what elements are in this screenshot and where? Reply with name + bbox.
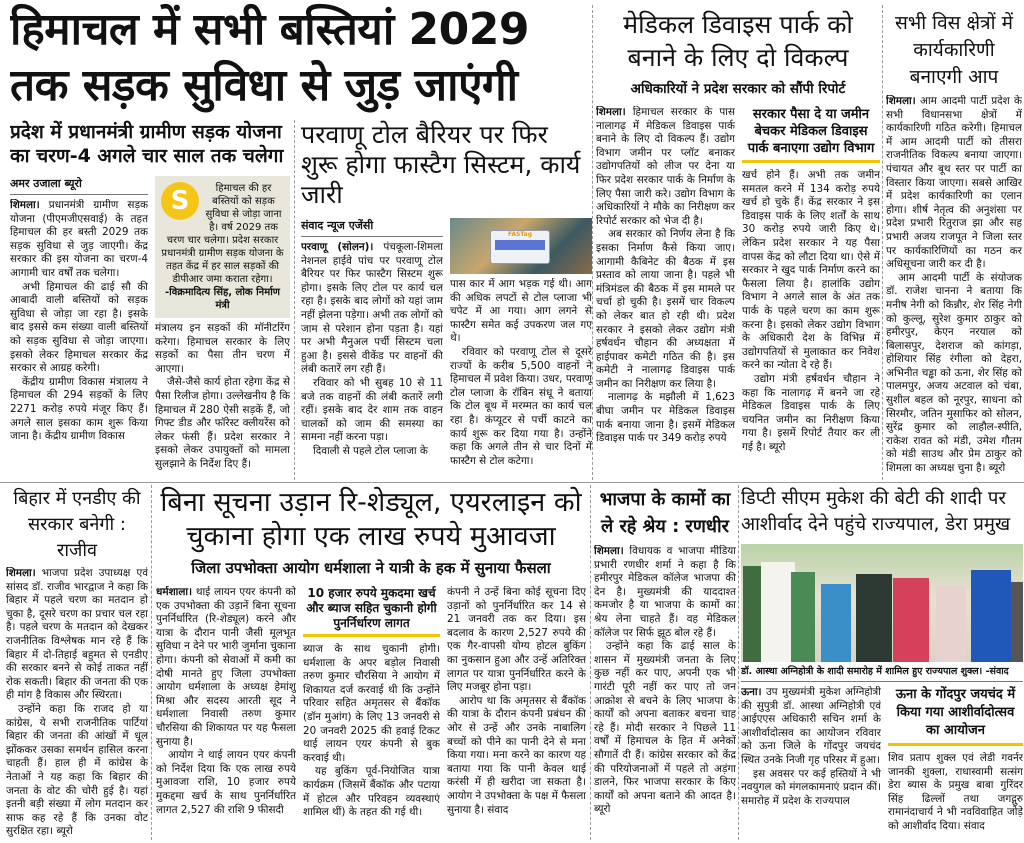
paragraph: नालागढ़ के मझौली में 1,623 बीघा जमीन पर मेडिकल डिवाइस पार्क बनाया जाना है। इसमें मेडिकल डिवाइस पार्क पर 349 करोड़ रुपये [596, 391, 735, 445]
medical-boxhead: सरकार पैसा दे या जमीन बेचकर मेडिकल डिवाइस पार्क बनाएगा उद्योग विभाग [742, 106, 880, 163]
paragraph: मंत्रालय इन सड़कों की मॉनीटरिंग करेगा। हिमाचल सरकार के लिए सड़कों का पैसा तीन चरण में आएगा। [155, 322, 290, 375]
dateline: धर्मशाला। [156, 586, 193, 598]
wedding-columns [741, 686, 1023, 842]
wedding-headline: डिप्टी सीएम मुकेश की बेटी की शादी पर आशीर्वाद देने पहुंचे राज्यपाल, डेरा प्रमुख [741, 488, 1011, 535]
dateline: शिमला। [594, 545, 624, 557]
paragraph: यह बुकिंग पूर्व-नियोजित यात्रा कार्यक्रम (जिसमें बैंकॉक और पटाया में होटल और परिवहन व्यवस्थाएं शामिल थीं) के तहत की गई थी। [303, 765, 440, 819]
medical-column-2-wrap [742, 106, 880, 480]
toll-story [294, 120, 592, 480]
paragraph: अब सरकार को निर्णय लेना है कि इसका निर्माण कैसे किया जाए। आगामी कैबिनेट की बैठक में इस प्रस्ताव को लाया जाना है। पहले भी मंत्रिमंडल की बैठक में इस मामले पर चर्चा हो चुकी है। इसमें चार विकल्प को लेकर बात हो रही थी। प्रदेश सरकार ने इसको लेकर उद्योग मंत्री हर्षवर्धन चौहान की अध्यक्षता में हाईपावर कमेटी गठित की है। इस कमेटी ने नालागढ़ डिवाइस पार्क जमीन का निरीक्षण कर लिया है। [596, 228, 735, 390]
paragraph: उद्योग मंत्री हर्षवर्धन चौहान ने कहा कि नालागढ़ में बनने जा रहे मेडिकल डिवाइस पार्क के लिए चयनित जमीन का निरीक्षण किया गया है। इसमें रिपोर्ट तैयार कर ली गई है। ब्यूरो [742, 372, 880, 453]
paragraph: शिव प्रताप शुक्ल एवं लेडी गवर्नर जानकी शुक्ला, राधास्वामी सत्संग डेरा ब्यास के प्रमुख बाबा गुरिंदर सिंह ढिल्लों तथा जगद्गुरु रामानंदाचार्य ने भी नवविवाहित जोड़े को आशीर्वाद दिया। संवाद [888, 752, 1023, 832]
quote-author: -विक्रमादित्य सिंह, लोक निर्माण मंत्री [164, 287, 281, 311]
speaker-icon: S [161, 182, 199, 220]
fastag-card [490, 230, 550, 264]
lead-byline: अमर उजाला ब्यूरो [10, 176, 148, 195]
paragraph: थाई लायन एयर कंपनी को एक उपभोक्ता की उड़ानें बिना सूचना पुनर्निर्धारित (रि-शेड्यूल) करने और यात्रा के दौरान पानी जैसी मूलभूत सुविधा न देने पर भारी जुर्माना चुकाना होगा। कंपनी को सेवाओं में कमी का दोषी मानते हुए जिला उपभोक्ता आयोग धर्मशाला के अध्यक्ष हेमांशु मिश्रा और सदस्य आरती सूद ने धर्मशाला निवासी तरुण कुमार चौरसिया की शिकायत पर यह फैसला सुनाया है। [156, 586, 296, 748]
lead-subheadline: प्रदेश में प्रधानमंत्री ग्रामीण सड़क योजना का चरण-4 अगले चार साल तक चलेगा [10, 121, 284, 167]
medical-columns [596, 106, 880, 480]
paragraph: खर्च होने हैं। अभी तक जमीन समतल करने में 134 करोड़ रुपये खर्च हो चुके हैं। केंद्र सरकार ने इस डिवाइस पार्क के लिए शर्तों के साथ 30 करोड़ रुपये जारी किए थे। लेकिन प्रदेश सरकार ने यह पैसा वापस केंद्र को लौटा दिया था। ऐसे में सरकार ने खुद पार्क निर्माण करने का फैसला लिया है। हालांकि उद्योग विभाग ने अगले साल के अंत तक पार्क के पहले चरण का काम शुरू करना है। इसको लेकर उद्योग विभाग के अधिकारी देश के विभिन्न में उद्योगपतियों से मुलाकात कर निवेश करने का न्योता दे रहे हैं। [742, 169, 880, 372]
toll-byline: संवाद न्यूज एजेंसी [301, 218, 443, 237]
quote-box [155, 176, 290, 318]
toll-column-2-wrap [450, 218, 592, 480]
bihar-headline: बिहार में एनडीए की सरकार बनेगी : राजीव [13, 488, 141, 561]
photo-caption: डॉ. आस्था अग्निहोत्री के शादी समारोह में शामिल हुए राज्यपाल शुक्ल। -संवाद [741, 665, 1023, 682]
aap-body [886, 95, 1022, 480]
paragraph: दिवाली से पहले टोल प्लाजा के [313, 444, 428, 457]
medical-column-1 [596, 106, 735, 480]
wedding-column-2-wrap [888, 686, 1023, 842]
airline-subheadline: जिला उपभोक्ता आयोग धर्मशाला ने यात्री के हक में सुनाया फैसला [191, 559, 551, 577]
fastag-label: FASTag [507, 231, 533, 238]
paragraph: रविवार को परवाणू टोल से दूसरे राज्यों के करीब 5,500 वाहनों ने हिमाचल में प्रवेश किया। उधर, परवाणू टोल प्लाजा के रॉबिन संधू ने बताया कि टोल बूथ में मरम्मत का कार्य चल रहा है। कंप्यूटर से पर्ची काटने का कार्य शुरू कर दिया गया है। उन्होंने कहा कि अगले तीन से चार दिनों में फास्टैग से टोल कटेगा। [450, 345, 592, 467]
paragraph: विधायक व भाजपा मीडिया प्रभारी रणधीर शर्मा ने कहा है कि हमीरपुर मेडिकल कॉलेज भाजपा की देन है। मुख्यमंत्री की याददाश्त कमजोर है या भाजपा के कामों का श्रेय लेना चाहते हैं। वह मेडिकल कॉलेज पर सिर्फ झूठ बोल रहे हैं। [594, 545, 736, 639]
paragraph: आयोग ने थाई लायन एयर कंपनी को निर्देश दिया कि एक लाख रुपये मुआवजा राशि, 10 हजार रुपये मुकद्दमा खर्च के साथ पुनर्निर्धारित लागत 2,527 की राशि 9 फीसदी [156, 749, 296, 816]
paragraph: आम आदमी पार्टी के संयोजक डॉ. राजेश चानना ने बताया कि मनीष नेगी को किन्नौर, शेर सिंह नेगी को कुल्लू, सुरेश कुमार ठाकुर को हमीरपुर, केएन नरयाल को बिलासपुर, देशराज को कांगड़ा, होशियार सिंह रंगीला को देहरा, अभिनीत चड्ढा को ऊना, शेर सिंह को पालमपुर, अजय अटवाल को चंबा, सुशील बहल को नूरपुर, साधना को सिरमौर, जतिन मुसाफिर को सोलन, सुरेंद्र कुमार को लाहौल-स्पीति, राकेश रावत को मंडी, उमेश गौतम को मंडी साउथ और प्रेम ठाकुर को शिमला का अध्यक्ष चुना है। ब्यूरो [886, 271, 1022, 475]
airline-boxhead: 10 हजार रुपये मुकदमा खर्च और ब्याज सहित चुकानी होगी पुनर्निर्धारण लागत [303, 586, 440, 637]
bjp-body [594, 545, 736, 842]
paragraph: कंपनी ने उन्हें बिना कोई सूचना दिए उड़ानों को पुनर्निर्धारित कर 14 से 21 जनवरी तक कर दिया। इस बदलाव के कारण 2,527 रुपये की एक गैर-वापसी योग्य होटल बुकिंग का नुकसान हुआ और उन्हें अतिरिक्त लागत पर यात्रा पुनर्निर्धारित करने के लिए मजबूर होना पड़ा। [447, 586, 586, 694]
lead-headline: हिमाचल में सभी बस्तियां 2029 तक सड़क सुविधा से जुड़ जाएंगी [10, 4, 529, 111]
paragraph: भाजपा प्रदेश उपाध्यक्ष एवं सांसद डॉ. राजीव भारद्वाज ने कहा कि बिहार में पहले चरण का मतदान हो चुका है, दूसरे चरण का प्रचार चल रहा है। पहले चरण के मतदान को देखकर राजनीतिक विश्लेषक मान रहे हैं कि बिहार में दो-तिहाई बहुमत से एनडीए की सरकार बनने से कोई ताकत नहीं रोक सकती। बिहार की जनता की एक ही मांग है विकास और स्थिरता। [6, 567, 148, 702]
dateline: शिमला। [886, 95, 916, 107]
divider [151, 485, 152, 840]
toll-columns [301, 218, 592, 480]
top-left-row [10, 120, 592, 480]
dateline: ऊना। [741, 686, 762, 698]
airline-column-3 [447, 586, 586, 842]
bihar-story [6, 486, 148, 842]
top-left-section [10, 2, 592, 480]
wedding-column-2 [888, 752, 1023, 842]
paragraph: प्रधानमंत्री ग्रामीण सड़क योजना (पीएमजीएसवाई) के तहत हिमाचल की हर बस्ती 2029 तक सड़क सुविधा से जुड़ जाएगी। केंद्र सरकार की इस योजना का चरण-4 आगामी चार वर्षों तक चलेगा। [10, 199, 148, 279]
paragraph: पंचकूला-शिमला नेशनल हाईवे पांच पर परवाणू टोल बैरियर पर फिर फास्टैग सिस्टम शुरू होगा। इसके लिए टोल पर कार्य चल रहा है। इसके बाद लोगों को यहां जाम नहीं झेलना पड़ेगा। अभी तक लोगों को जाम से परेशान होना पड़ता है। यहां पर अभी मैनुअल पर्ची सिस्टम चला हुआ है। इससे वीकेंड पर वाहनों की लंबी कतारें लग रही हैं। [301, 241, 443, 376]
toll-headline: परवाणू टोल बैरियर पर फिर शुरू होगा फास्टैग सिस्टम, कार्य जारी [301, 120, 581, 209]
paragraph: आम आदमी पार्टी प्रदेश के सभी विधानसभा क्षेत्रों में कार्यकारिणी गठित करेगी। हिमाचल में आम आदमी पार्टी को तीसरा राजनीतिक विकल्प बनाया जाएगा। पंचायत और बूथ स्तर पर पार्टी का विस्तार किया जाएगा। सबसे आखिर में प्रदेश कार्यकारिणी का एलान होगा। शीर्ष नेतृत्व की अनुशंसा पर प्रदेश प्रभारी रितुराज झा और सह प्रभारी अजय राजपूत ने जिला स्तर पर कार्यकारिणियों का गठन कर अधिसूचना जारी कर दी है। [886, 95, 1022, 271]
airline-column-2 [303, 643, 440, 842]
wedding-story [741, 486, 1023, 842]
wedding-column-1 [741, 686, 881, 842]
medical-story [596, 8, 880, 480]
divider [592, 5, 593, 480]
dateline: शिमला। [6, 567, 36, 579]
paragraph: जैसे-जैसे कार्य होता रहेगा केंद्र से पैसा रिलीज होगा। उल्लेखनीय है कि हिमाचल में 280 ऐसी सड़कें हैं, जो गिफ्ट डीड और फॉरेस्ट क्लीयरेंस को लेकर फंसी हैं। प्रदेश सरकार ने इसको लेकर उपायुक्तों को मामला सुलझाने के निर्देश दिए हैं। [155, 376, 290, 470]
dateline: परवाणू (सोलन)। [301, 241, 374, 253]
paragraph: ब्याज के साथ चुकानी होगी। धर्मशाला के अपर बड़ोल निवासी तरुण कुमार चौरसिया ने आयोग में शिकायत दर्ज करवाई थी कि उन्होंने परिवार सहित अमृतसर से बैंकॉक (डॉन मुआंग) के लिए 13 जनवरी से 20 जनवरी 2025 की हवाई टिकट थाई लायन एयर कंपनी से बुक करवाई थी। [303, 643, 440, 764]
paragraph: उप मुख्यमंत्री मुकेश अग्निहोत्री की सुपुत्री डॉ. आस्था अग्निहोत्री एवं आईएएस अधिकारी सचिन शर्मा के आशीर्वादोत्सव का आयोजन रविवार को ऊना जिले के गोंदपुर जयचंद स्थित उनके निजी गृह परिसर में हुआ। [741, 686, 881, 766]
lead-story [10, 120, 294, 480]
medical-subheadline: अधिकारियों ने प्रदेश सरकार को सौंपी रिपोर्ट [630, 81, 846, 97]
paragraph: पास कार में आग भड़क गई थी। आग की अधिक लपटों से टोल प्लाजा भी चपेट में आ गया। आग लगने से फास्टैग समेत कई उपकरण जल गए थे। [450, 278, 592, 345]
wedding-boxhead: ऊना के गोंदपुर जयचंद में किया गया आशीर्वादोत्सव का आयोजन [888, 686, 1023, 746]
paragraph: इस अवसर पर कई हस्तियों ने भी नवयुगल को मंगलकामनाएं प्रदान कीं। समारोह में प्रदेश के राज्यपाल [741, 767, 881, 807]
airline-story [156, 486, 586, 842]
bjp-headline: भाजपा के कामों का ले रहे श्रेय : रणधीर [599, 489, 731, 537]
quote-text: हिमाचल की हर बस्तियों को सड़क सुविधा से जोड़ा जाना है। वर्ष 2029 तक चरण चार चलेगा। प्रदेश सरकार प्रधानमंत्री ग्रामीण सड़क योजना के तहत केंद्र में हर साल सड़कों की डीपीआर जमा कराता रहेगा। [161, 183, 284, 285]
paragraph: केंद्रीय ग्रामीण विकास मंत्रालय ने हिमाचल की 294 सड़कों के लिए 2271 करोड़ रुपये मंजूर किए हैं। अगले साल इसका काम शुरू किया जाना है। केंद्रीय ग्रामीण विकास [10, 375, 148, 443]
wedding-photo [741, 544, 1023, 662]
aap-story [886, 10, 1022, 480]
medical-column-2 [742, 169, 880, 480]
paragraph: आरोप था कि अमृतसर से बैंकॉक की यात्रा के दौरान कंपनी प्रबंधन की ओर से उन्हें और उनके नाबालिग बच्चों को पीने का पानी देने से मना किया गया। मना करने का कारण यह बताया गया कि पानी केवल थाई करंसी में ही खरीदा जा सकता है। आयोग ने उपभोक्ता के पक्ष में फैसला सुनाया है। संवाद [447, 694, 586, 816]
paragraph: उन्होंने कहा कि ढाई साल के शासन में मुख्यमंत्री जनता के लिए कुछ नहीं कर पाए, अपनी एक भी गारंटी पूरी नहीं कर पाए तो जन आक्रोश से बचने के लिए भाजपा के कार्यों को अपना बताकर बचना चाह रहे हैं। मोदी सरकार ने पिछले 11 वर्षों में हिमाचल के हित में अनेकों सौगातें दी हैं। कांग्रेस सरकार को केंद्र की परियोजनाओं में पहले तो अड़ंगा डालने, फिर भाजपा सरकार के किए कार्यों को अपना बताने की आदत है। ब्यूरो [594, 640, 736, 816]
lead-column-1-wrap [10, 176, 148, 480]
divider [738, 485, 739, 840]
bihar-body [6, 567, 148, 842]
section-divider [0, 482, 1024, 483]
medical-headline: मेडिकल डिवाइस पार्क को बनाने के लिए दो विकल्प [623, 10, 853, 72]
toll-column-2 [450, 278, 592, 480]
paragraph: हिमाचल सरकार के पास नालागढ़ में मेडिकल डिवाइस पार्क बनाने के लिए दो विकल्प हैं। उद्योग विभाग जमीन पर प्लॉट बनाकर उद्योगपतियों को लीज पर देना या फिर प्रदेश सरकार पार्क के निर्माण के लिए पैसा जारी करे। उद्योग विभाग के अधिकारियों ने मौके का निरीक्षण कर रिपोर्ट सरकार को भेज दी है। [596, 106, 735, 227]
airline-column-2-wrap [303, 586, 440, 842]
paragraph: रविवार को भी सुबह 10 से 11 बजे तक वाहनों की लंबी कतारें लगी रहीं। इसके बाद देर शाम तक वाहन चालकों को जाम की समस्या का सामना नहीं करना पड़ा। [301, 376, 443, 444]
toll-column-1-wrap [301, 218, 443, 480]
toll-column-1 [301, 241, 443, 480]
paragraph: अभी हिमाचल की ढाई सौ की आबादी वाली बस्तियों को सड़क सुविधा से जोड़ा जा रहा है। इसके बाद इससे कम संख्या वाली बस्तियों को सड़क सुविधा से जोड़ा जाएगा। इसको लेकर हिमाचल सरकार केंद्र सरकार से आग्रह करेगी। [10, 280, 148, 375]
divider [882, 5, 883, 480]
airline-column-1 [156, 586, 296, 842]
aap-headline: सभी विस क्षेत्रों में कार्यकारिणी बनाएगी आप [895, 12, 1013, 88]
lead-columns [10, 176, 290, 480]
dateline: शिमला। [596, 106, 626, 118]
fastag-photo [450, 218, 592, 274]
airline-columns [156, 586, 586, 842]
lead-column-2 [155, 322, 290, 480]
paragraph: उन्होंने कहा कि राजद हो या कांग्रेस, ये सभी राजनीतिक पार्टियां बिहार की जनता की आंखों में धूल झोंककर उसका समर्थन हासिल करना चाहती हैं। हाल ही में कांग्रेस के नेताओं ने यह कहा कि बिहार की जनता के वोट की चोरी हुई है। यहां इतनी बड़ी संख्या में लोग मतदान कर साफ कह रहे हैं कि उनका वोट सुरक्षित रहा। ब्यूरो [6, 702, 148, 838]
divider [590, 485, 591, 840]
dateline: शिमला। [10, 199, 40, 211]
lead-column-2-wrap [155, 176, 290, 480]
lead-column-1 [10, 199, 148, 480]
bjp-story [594, 486, 736, 842]
airline-headline: बिना सूचना उड़ान रि-शेड्यूल, एयरलाइन को चुकाना होगा एक लाख रुपये मुआवजा [160, 487, 582, 552]
